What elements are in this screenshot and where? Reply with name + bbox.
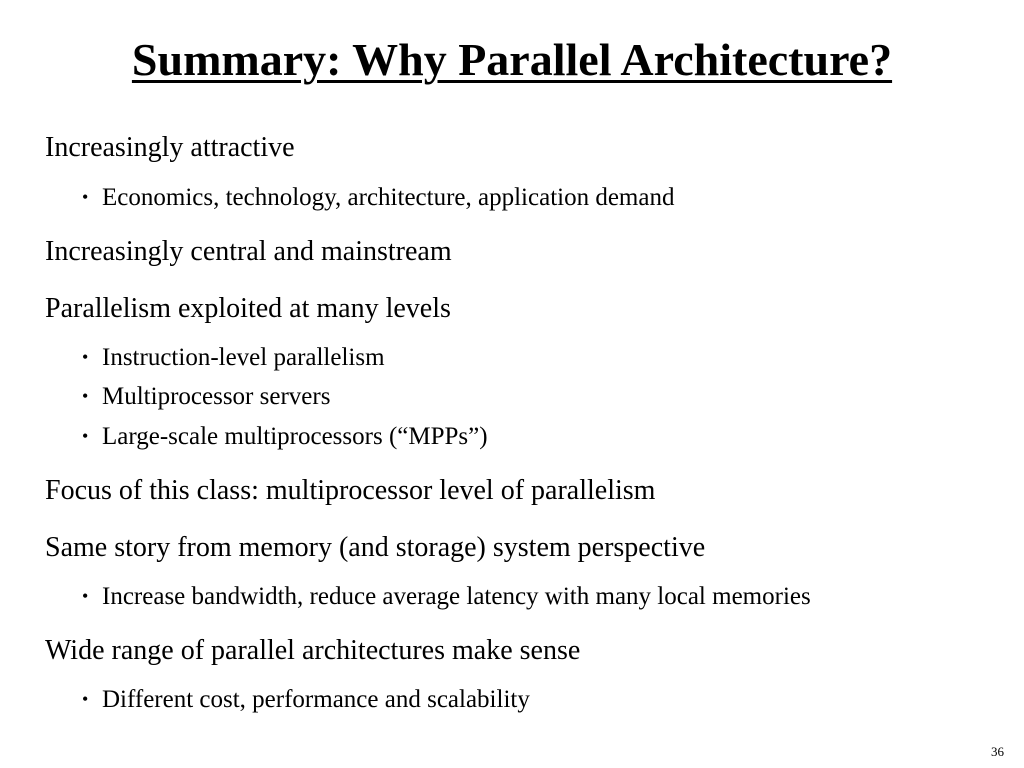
slide-title: Summary: Why Parallel Architecture? — [131, 34, 893, 85]
page-number: 36 — [991, 744, 1004, 759]
bullet-text: Focus of this class: multiprocessor level of parallelism — [45, 475, 656, 506]
sub-bullet-text: Large-scale multiprocessors (“MPPs”) — [102, 423, 488, 450]
sub-bullet-item — [82, 684, 530, 715]
sub-bullet-item — [82, 342, 385, 373]
sub-bullet-text: Economics, technology, architecture, application demand — [102, 184, 675, 211]
bullet-text: Increasingly central and mainstream — [45, 236, 452, 267]
bullet-item — [45, 635, 580, 667]
bullet-dot-icon: • — [82, 187, 89, 207]
sub-bullet-text: Increase bandwidth, reduce average latency with many local memories — [102, 583, 811, 610]
bullet-dot-icon: • — [82, 586, 89, 606]
sub-bullet-text: Different cost, performance and scalability — [102, 686, 530, 713]
sub-bullet-item — [82, 421, 488, 452]
bullet-text: Increasingly attractive — [45, 132, 295, 163]
bullet-dot-icon: • — [82, 386, 89, 406]
bullet-text: Wide range of parallel architectures make sense — [45, 635, 581, 666]
bullet-text: Same story from memory (and storage) system perspective — [45, 532, 706, 563]
sub-bullet-item — [82, 182, 674, 213]
bullet-item — [45, 475, 655, 507]
sub-bullet-item — [82, 381, 330, 412]
bullet-item — [45, 236, 452, 268]
bullet-dot-icon: • — [82, 689, 89, 709]
bullet-item — [45, 293, 451, 325]
sub-bullet-item — [82, 581, 811, 612]
bullet-dot-icon: • — [82, 426, 89, 446]
bullet-item — [45, 132, 295, 164]
bullet-dot-icon: • — [82, 347, 89, 367]
bullet-item — [45, 532, 705, 564]
bullet-text: Parallelism exploited at many levels — [45, 293, 451, 324]
sub-bullet-text: Multiprocessor servers — [102, 383, 331, 410]
sub-bullet-text: Instruction-level parallelism — [102, 344, 385, 371]
